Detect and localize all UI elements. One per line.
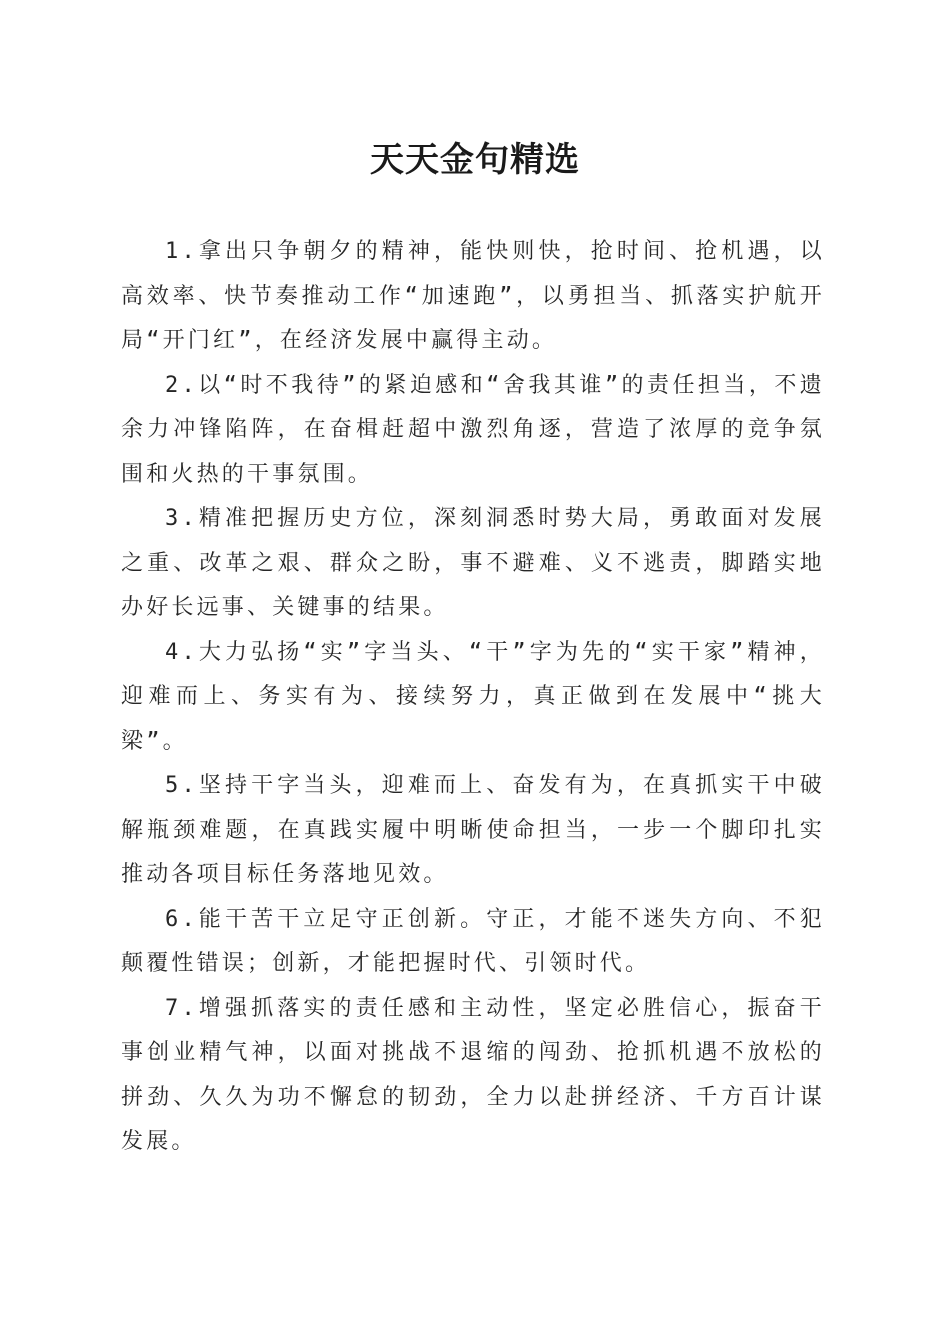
paragraph-4: 4.大力弘扬“实”字当头、“干”字为先的“实干家”精神，迎难而上、务实有为、接续努力，真正做到在发展中“挑大梁”。 (121, 639, 825, 754)
paragraph-3: 3.精准把握历史方位，深刻洞悉时势大局，勇敢面对发展之重、改革之艰、群众之盼，事不避难、义不逃责，脚踏实地办好长远事、关键事的结果。 (121, 506, 825, 620)
paragraph-1: 1.拿出只争朝夕的精神，能快则快，抢时间、抢机遇，以高效率、快节奏推动工作“加速跑”，以勇担当、抓落实护航开局“开门红”，在经济发展中赢得主动。 (121, 239, 825, 353)
paragraph-7: 7.增强抓落实的责任感和主动性，坚定必胜信心，振奋干事创业精气神，以面对挑战不退缩的闯劲、抢抓机遇不放松的拼劲、久久为功不懈怠的韧劲，全力以赴拼经济、千方百计谋发展。 (121, 995, 825, 1154)
page-title: 天天金句精选 (370, 140, 580, 180)
paragraph-2: 2.以“时不我待”的紧迫感和“舍我其谁”的责任担当，不遗余力冲锋陷阵，在奋楫赶超中激烈角逐，营造了浓厚的竞争氛围和火热的干事氛围。 (121, 372, 825, 487)
paragraph-6: 6.能干苦干立足守正创新。守正，才能不迷失方向、不犯颠覆性错误；创新，才能把握时代、引领时代。 (121, 906, 825, 976)
paragraph-5: 5.坚持干字当头，迎难而上、奋发有为，在真抓实干中破解瓶颈难题，在真践实履中明晰使命担当，一步一个脚印扎实推动各项目标任务落地见效。 (121, 773, 825, 887)
document-body (121, 230, 825, 1165)
